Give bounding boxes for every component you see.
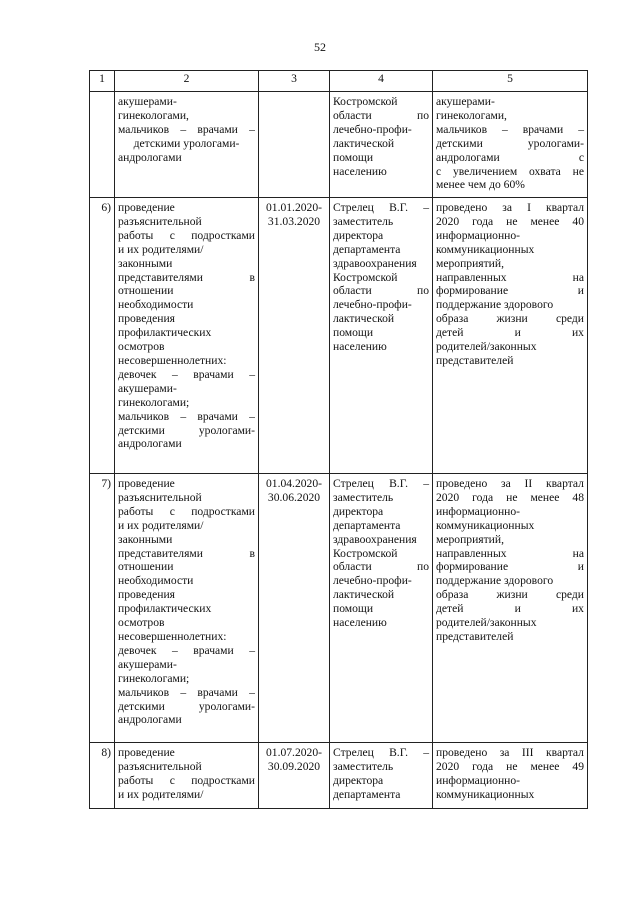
page-number: 52 <box>314 40 326 54</box>
cell-line: помощи <box>333 326 374 340</box>
measure-cell <box>115 92 259 198</box>
cell-line: гинекологами; <box>118 671 190 685</box>
cell-line: лечебно-профи- <box>333 574 412 588</box>
cell-line: направленных на <box>436 546 584 560</box>
cell-line: 30.06.2020 <box>267 490 321 504</box>
table-row <box>90 743 588 809</box>
cell-line: поддержание здорового <box>436 298 554 312</box>
table-row <box>90 474 588 743</box>
cell-line: проведено за I квартал <box>436 201 584 214</box>
cell-line: детей и их <box>436 326 584 340</box>
cell-line: заместитель <box>333 759 394 773</box>
cell-line: работы с подростками <box>118 504 255 518</box>
column-header: 4 <box>330 71 433 92</box>
cell-line: проведение <box>118 746 175 759</box>
cell-line: акушерами- <box>118 381 177 395</box>
cell-line: 2020 года не менее 48 <box>436 490 584 504</box>
result-cell <box>433 743 588 809</box>
cell-line: гинекологами, <box>118 108 189 122</box>
cell-line: менее чем до 60% <box>436 178 525 192</box>
cell-line: осмотров <box>118 616 165 630</box>
cell-line: области по <box>333 560 429 574</box>
cell-line: 01.04.2020- <box>265 477 323 490</box>
cell-line: Стрелец В.Г. – <box>333 201 429 214</box>
cell-line: разъяснительной <box>118 759 202 773</box>
cell-line: проведения <box>118 312 175 326</box>
responsible-cell <box>330 743 433 809</box>
cell-line: осмотров <box>118 340 165 354</box>
cell-line: представителей <box>436 629 514 643</box>
cell-line: департамента <box>333 518 401 532</box>
cell-line: 2020 года не менее 40 <box>436 214 584 228</box>
cell-line: мальчиков – врачами – <box>118 409 255 423</box>
cell-line: и их родителями/ <box>118 787 204 801</box>
cell-line: андрологами с <box>436 150 584 164</box>
cell-line: 30.09.2020 <box>267 759 321 773</box>
period-cell <box>259 198 330 474</box>
cell-line: родителей/законных <box>436 340 537 354</box>
cell-line: работы с подростками <box>118 773 255 787</box>
cell-line: Стрелец В.Г. – <box>333 746 429 759</box>
cell-line: формирование и <box>436 560 584 574</box>
cell-line: несовершеннолетних: <box>118 629 227 643</box>
cell-line: образа жизни среди <box>436 588 584 602</box>
cell-line: законными <box>118 532 173 546</box>
cell-line: мальчиков – врачами – <box>436 122 584 136</box>
cell-line: представителями в <box>118 270 255 284</box>
cell-line: помощи <box>333 150 374 164</box>
cell-line: детей и их <box>436 602 584 616</box>
cell-line: необходимости <box>118 298 194 312</box>
cell-line: несовершеннолетних: <box>118 353 227 367</box>
column-header: 2 <box>115 71 259 92</box>
cell-line: акушерами- <box>118 95 177 108</box>
cell-line: детскими урологами- <box>436 136 584 150</box>
column-header: 5 <box>433 71 588 92</box>
responsible-cell <box>330 198 433 474</box>
cell-line: разъяснительной <box>118 490 202 504</box>
cell-line: профилактических <box>118 326 212 340</box>
period-cell <box>259 743 330 809</box>
cell-line: девочек – врачами – <box>118 643 255 657</box>
cell-line: заместитель <box>333 490 394 504</box>
cell-line: области по <box>333 284 429 298</box>
column-header: 1 <box>90 71 115 92</box>
cell-line: коммуникационных <box>436 787 535 801</box>
cell-line: лечебно-профи- <box>333 122 412 136</box>
cell-line: 01.01.2020- <box>265 201 323 214</box>
row-number <box>90 92 115 198</box>
cell-line: населению <box>333 164 387 178</box>
cell-line: лечебно-профи- <box>333 298 412 312</box>
cell-line: населению <box>333 340 387 354</box>
cell-line: отношении <box>118 284 174 298</box>
responsible-cell <box>330 474 433 743</box>
cell-line: девочек – врачами – <box>118 367 255 381</box>
cell-line: департамента <box>333 242 401 256</box>
cell-line: андрологами <box>118 713 182 727</box>
cell-line: лактической <box>333 588 395 602</box>
cell-line: детскими урологами- <box>118 423 255 437</box>
period-cell <box>259 474 330 743</box>
cell-line: Костромской <box>333 270 398 284</box>
cell-line: проведение <box>118 477 175 490</box>
row-number: 8) <box>90 743 115 809</box>
cell-line: родителей/законных <box>436 616 537 630</box>
measures-table <box>89 70 588 809</box>
cell-line: заместитель <box>333 214 394 228</box>
cell-line: гинекологами, <box>436 108 507 122</box>
cell-line: проведено за III квартал <box>436 746 584 759</box>
cell-line: поддержание здорового <box>436 574 554 588</box>
column-header: 3 <box>259 71 330 92</box>
cell-line: законными <box>118 256 173 270</box>
result-cell <box>433 474 588 743</box>
cell-line: информационно- <box>436 504 521 518</box>
cell-line: гинекологами; <box>118 395 190 409</box>
cell-line: отношении <box>118 560 174 574</box>
cell-line: образа жизни среди <box>436 312 584 326</box>
cell-line: необходимости <box>118 574 194 588</box>
cell-line: и их родителями/ <box>118 242 204 256</box>
row-number: 7) <box>90 474 115 743</box>
cell-line: акушерами- <box>118 657 177 671</box>
cell-line: акушерами- <box>436 95 495 108</box>
cell-line: здравоохранения <box>333 532 417 546</box>
cell-line: директора <box>333 773 384 787</box>
cell-line: коммуникационных <box>436 242 535 256</box>
cell-line: лактической <box>333 312 395 326</box>
table-header-row <box>90 71 588 92</box>
cell-line: с увеличением охвата не <box>436 164 584 178</box>
cell-line: мероприятий, <box>436 532 504 546</box>
cell-line: 01.07.2020- <box>265 746 323 759</box>
cell-line: Костромской <box>333 546 398 560</box>
cell-line: детскими урологами- <box>118 699 255 713</box>
cell-line: представителей <box>436 353 514 367</box>
cell-line: проведения <box>118 588 175 602</box>
cell-line: проведено за II квартал <box>436 477 584 490</box>
cell-line: и их родителями/ <box>118 518 204 532</box>
responsible-cell <box>330 92 433 198</box>
cell-line: андрологами <box>118 150 182 164</box>
result-cell <box>433 198 588 474</box>
cell-line: 31.03.2020 <box>267 214 321 228</box>
cell-line: 2020 года не менее 49 <box>436 759 584 773</box>
measure-cell <box>115 474 259 743</box>
cell-line: представителями в <box>118 546 255 560</box>
cell-line: коммуникационных <box>436 518 535 532</box>
cell-line: проведение <box>118 201 175 214</box>
cell-line: разъяснительной <box>118 214 202 228</box>
result-cell <box>433 92 588 198</box>
cell-line: Костромской <box>333 95 398 108</box>
cell-line: мероприятий, <box>436 256 504 270</box>
cell-line: мальчиков – врачами – <box>118 685 255 699</box>
cell-line: формирование и <box>436 284 584 298</box>
row-number: 6) <box>90 198 115 474</box>
cell-line: информационно- <box>436 228 521 242</box>
cell-line: области по <box>333 108 429 122</box>
cell-line: директора <box>333 504 384 518</box>
cell-line: помощи <box>333 602 374 616</box>
cell-line: профилактических <box>118 602 212 616</box>
cell-line: мальчиков – врачами – <box>118 122 255 136</box>
cell-line: направленных на <box>436 270 584 284</box>
cell-line: директора <box>333 228 384 242</box>
table-row <box>90 92 588 198</box>
cell-line: Стрелец В.Г. – <box>333 477 429 490</box>
cell-line: здравоохранения <box>333 256 417 270</box>
cell-line: работы с подростками <box>118 228 255 242</box>
measure-cell <box>115 198 259 474</box>
measure-cell <box>115 743 259 809</box>
cell-line: детскими урологами- <box>133 136 240 150</box>
cell-line: андрологами <box>118 437 182 451</box>
cell-line: департамента <box>333 787 401 801</box>
cell-line: населению <box>333 616 387 630</box>
table-row <box>90 198 588 474</box>
cell-line: лактической <box>333 136 395 150</box>
period-cell <box>259 92 330 198</box>
cell-line: информационно- <box>436 773 521 787</box>
